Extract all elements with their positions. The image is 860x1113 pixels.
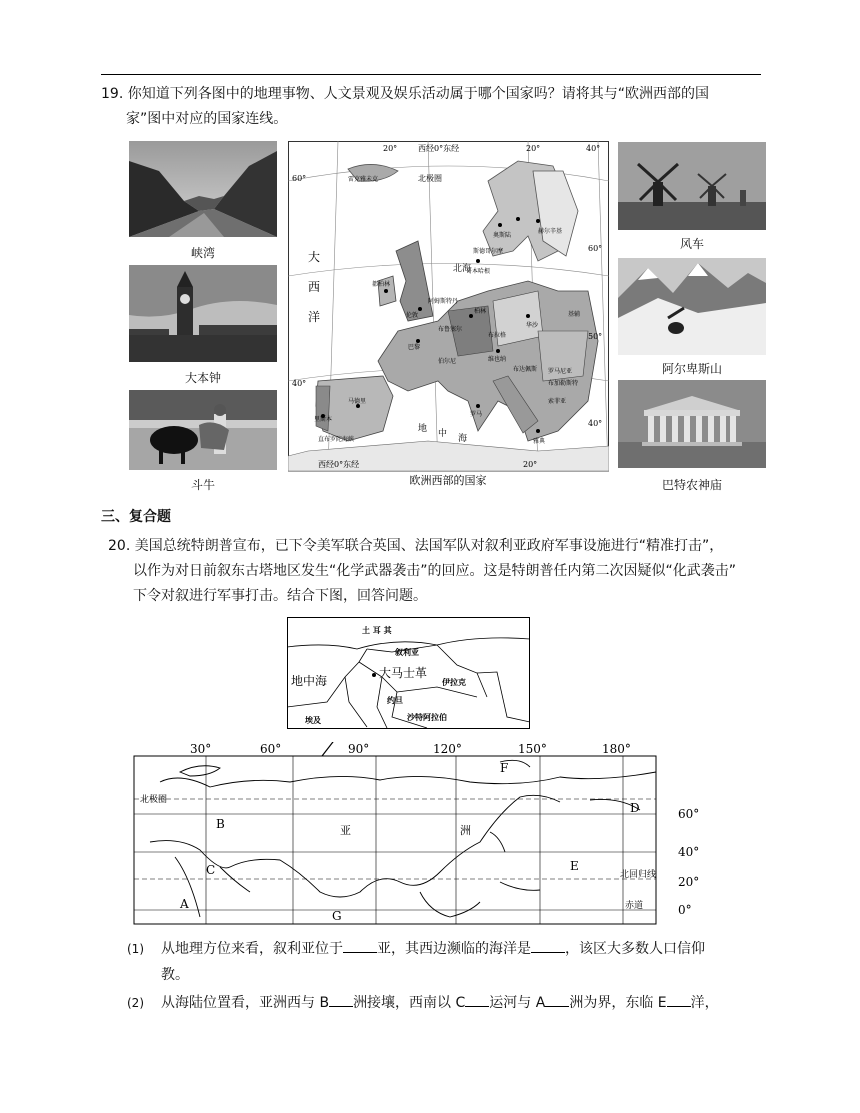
map-bucharest: 布加勒斯特 (548, 380, 579, 387)
lon-90: 90° (348, 742, 370, 756)
map-lon-top-2: 20° (526, 144, 541, 153)
map-bern: 伯尔尼 (438, 358, 457, 365)
q19-line1: 19. 你知道下列各图中的地理事物、人文景观及娱乐活动属于哪个国家吗？请将其与“欧洲西部的国 (101, 86, 709, 102)
map-north-sea: 北海 (453, 264, 472, 274)
photo-alps (618, 258, 766, 355)
map-lisbon: 里斯本 (314, 416, 333, 423)
map-kyiv: 基辅 (568, 311, 581, 318)
inset-mediterranean: 地中海 (291, 674, 328, 688)
asia-char-2: 洲 (460, 824, 471, 837)
photo-parthenon (618, 380, 766, 468)
caption-bullfight: 斗牛 (190, 478, 215, 492)
map-med-3: 海 (458, 434, 468, 444)
lon-60: 60° (260, 742, 282, 756)
letter-d: D (630, 801, 640, 815)
map-berlin: 柏林 (474, 308, 487, 315)
inset-turkey: 土 耳 其 (362, 625, 392, 635)
tropic-label: 北回归线 (620, 870, 657, 880)
sub2-text-3: 运河与 A (489, 995, 546, 1011)
map-top-left-label: 西经0°东经 (418, 144, 460, 153)
letter-c: C (206, 863, 216, 877)
map-oslo: 奥斯陆 (493, 232, 512, 239)
map-rome: 罗马 (470, 411, 483, 418)
map-sofia: 索菲亚 (548, 398, 567, 405)
arctic-circle-label: 北极圈 (140, 795, 168, 805)
section-header: 三、复合题 (101, 509, 171, 525)
map-prague: 布拉格 (488, 332, 507, 339)
map-romania: 罗马尼亚 (548, 368, 573, 375)
lat-0: 0° (678, 903, 692, 917)
lat-20: 20° (678, 875, 700, 889)
map-warsaw: 华沙 (526, 322, 539, 329)
map-atlantic-1: 大 (308, 250, 321, 264)
map-athens: 雅典 (533, 438, 546, 445)
map-amsterdam: 阿姆斯特丹 (428, 298, 459, 305)
map-atlantic-3: 洋 (308, 310, 321, 324)
sub2-text-4: 洲为界，东临 E (569, 995, 667, 1011)
map-lat-3: 40° (292, 379, 307, 388)
map-bottom-left-label: 西经0°东经 (318, 460, 360, 469)
map-med-2: 中 (438, 429, 448, 439)
asia-char-1: 亚 (340, 824, 351, 837)
letter-f: F (500, 761, 509, 775)
question-20 (108, 534, 768, 609)
q19-line2: 家”图中对应的国家连线。 (126, 111, 288, 127)
sub-question-2 (127, 990, 767, 1016)
map-lon-bottom: 20° (523, 460, 538, 469)
inset-egypt: 埃及 (305, 715, 321, 725)
lat-40: 40° (678, 845, 700, 859)
equator-label: 赤道 (625, 901, 644, 911)
map-stockholm: 斯德哥尔摩 (473, 248, 504, 255)
sub2-text-5: 洋， (690, 995, 719, 1011)
letter-e: E (570, 859, 579, 873)
map-copenhagen: 哥本哈根 (466, 268, 491, 275)
inset-damascus: 大马士革 (379, 666, 428, 680)
letter-a: A (180, 897, 189, 911)
sub2-num: (2) (127, 996, 144, 1010)
map-dublin: 都柏林 (372, 281, 391, 288)
map-med-1: 地 (418, 424, 428, 434)
letter-g: G (332, 909, 342, 923)
sub1-text-3: ，该区大多数人口信仰 (565, 941, 705, 957)
map-lat-4: 60° (588, 244, 603, 253)
q20-line1: 20. 美国总统特朗普宣布，已下令美军联合英国、法国军队对叙利亚政府军事设施进行“精准打击”， (108, 538, 724, 554)
lon-120: 120° (433, 742, 462, 756)
inset-jordan: 约旦 (387, 695, 403, 705)
photo-windmill (618, 142, 766, 230)
map-helsinki: 赫尔辛基 (538, 228, 563, 235)
lon-30: 30° (190, 742, 212, 756)
question-19 (101, 82, 765, 132)
caption-windmill: 风车 (679, 237, 704, 251)
map-lat-5: 50° (588, 332, 603, 341)
map-reykjavik: 雷克雅未克 (348, 176, 379, 183)
caption-alps: 阿尔卑斯山 (661, 362, 722, 376)
inset-syria: 叙利亚 (395, 647, 419, 657)
map-asia (120, 742, 720, 927)
sub1-num: (1) (127, 942, 144, 956)
sub1-blank-1[interactable] (343, 938, 377, 953)
inset-iraq: 伊拉克 (442, 677, 466, 687)
map-lat-6: 40° (588, 419, 603, 428)
q20-line3: 下令对叙进行军事打击。结合下图，回答问题。 (133, 588, 427, 604)
sub2-blank-3[interactable] (545, 992, 569, 1007)
map-atlantic-2: 西 (308, 280, 321, 294)
map-gibraltar: 直布罗陀海峡 (318, 436, 355, 443)
lon-180: 180° (602, 742, 631, 756)
sub2-blank-1[interactable] (329, 992, 353, 1007)
map-madrid: 马德里 (348, 398, 367, 405)
map-budapest: 布达佩斯 (513, 366, 538, 373)
sub1-blank-2[interactable] (531, 938, 565, 953)
letter-b: B (216, 817, 225, 831)
photo-bullfight (129, 390, 277, 470)
photo-big-ben (129, 265, 277, 362)
map-brussels: 布鲁塞尔 (438, 326, 463, 333)
inset-map-syria (287, 617, 530, 729)
caption-big-ben: 大本钟 (184, 371, 221, 385)
inset-saudi: 沙特阿拉伯 (407, 712, 447, 722)
sub2-blank-2[interactable] (465, 992, 489, 1007)
sub2-blank-4[interactable] (667, 992, 691, 1007)
map-lon-top-3: 40° (586, 144, 601, 153)
caption-fjord: 峡湾 (190, 246, 215, 260)
caption-parthenon: 巴特农神庙 (661, 478, 722, 492)
map-arctic-circle: 北极圈 (418, 174, 442, 183)
sub1-text-1: 从地理方位来看，叙利亚位于 (161, 941, 343, 957)
photo-fjord (129, 141, 277, 237)
top-rule (101, 74, 761, 75)
lon-150: 150° (518, 742, 547, 756)
map-western-europe (288, 141, 609, 489)
q20-line2: 以作为对日前叙东古塔地区发生“化学武器袭击”的回应。这是特朗普任内第二次因疑似“化武袭击” (133, 563, 737, 579)
map-lon-top-1: 20° (383, 144, 398, 153)
sub2-text-2: 洲接壤，西南以 C (353, 995, 466, 1011)
map-vienna: 维也纳 (488, 356, 507, 363)
map-paris: 巴黎 (408, 344, 421, 351)
sub2-text-1: 从海陆位置看，亚洲西与 B (161, 995, 330, 1011)
map-lat-1: 60° (292, 174, 307, 183)
map-caption: 欧洲西部的国家 (409, 474, 487, 487)
sub-question-1 (127, 936, 767, 988)
lat-60: 60° (678, 807, 700, 821)
sub1-text-4: 教。 (161, 967, 189, 983)
sub1-text-2: 亚，其西边濒临的海洋是 (377, 941, 531, 957)
map-london: 伦敦 (406, 312, 419, 319)
